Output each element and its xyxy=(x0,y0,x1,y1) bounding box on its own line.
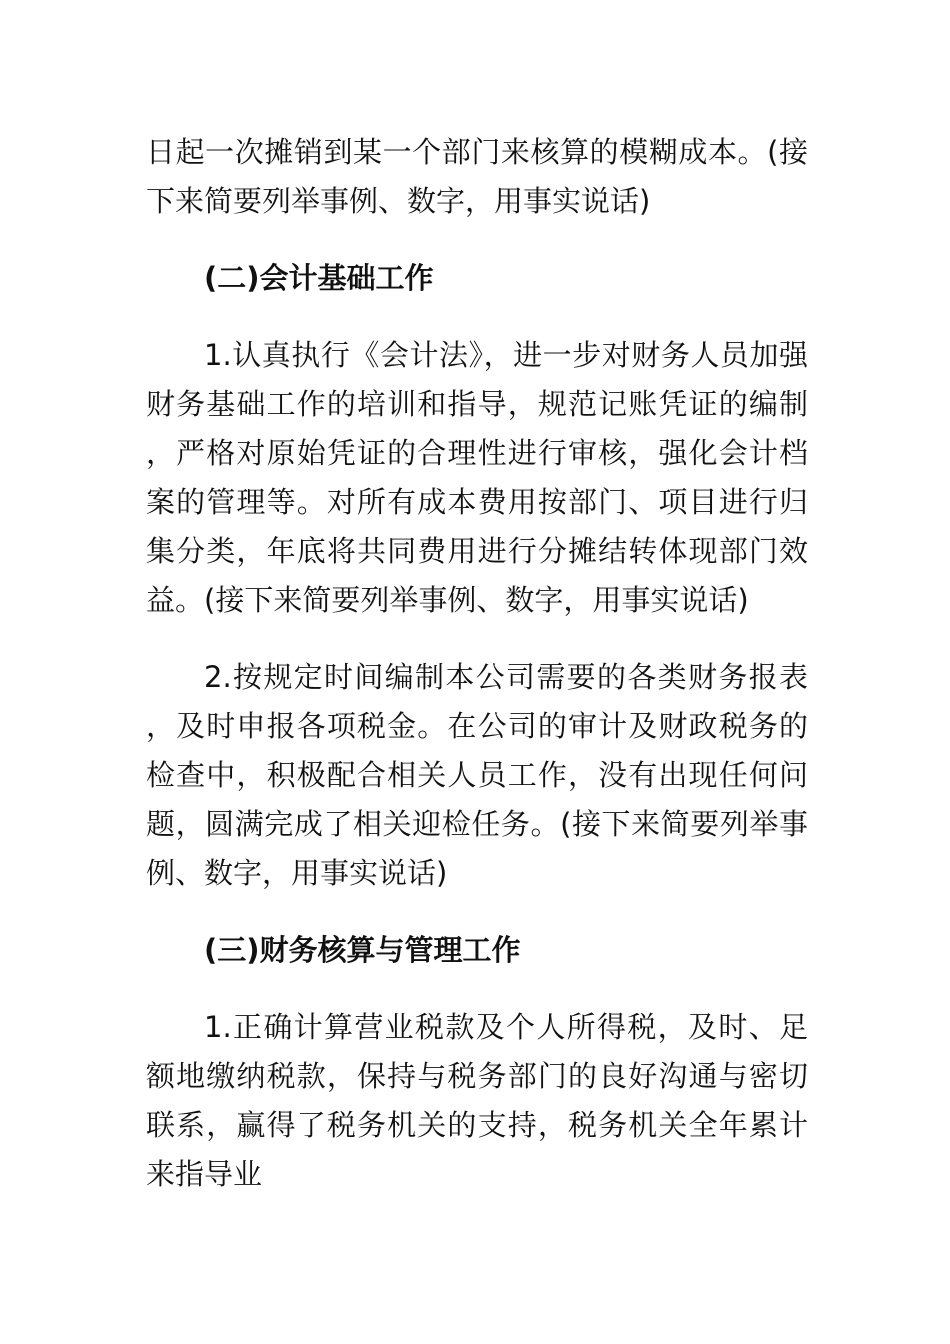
spacer xyxy=(146,303,808,331)
paragraph-accounting-law: 1.认真执行《会计法》，进一步对财务人员加强财务基础工作的培训和指导，规范记账凭证的编制，严格对原始凭证的合理性进行审核，强化会计档案的管理等。对所有成本费用按部门、项目进行归集分类，年底将共同费用进行分摊结转体现部门效益。(接下来简要列举事例、数字，用事实说话) xyxy=(146,338,808,617)
paragraph-continuation: 日起一次摊销到某一个部门来核算的模糊成本。(接下来简要列举事例、数字，用事实说话) xyxy=(146,135,808,218)
paragraph-financial-reports: 2.按规定时间编制本公司需要的各类财务报表，及时申报各项税金。在公司的审计及财政税务的检查中，积极配合相关人员工作，没有出现任何问题，圆满完成了相关迎检任务。(接下来简要列举事例、数字，用事实说话) xyxy=(146,660,808,890)
section-heading-financial-accounting: (三)财务核算与管理工作 xyxy=(204,933,521,967)
paragraph-tax-calculation: 1.正确计算营业税款及个人所得税，及时、足额地缴纳税款，保持与税务部门的良好沟通与密切联系，赢得了税务机关的支持，税务机关全年累计来指导业 xyxy=(146,1010,808,1191)
spacer xyxy=(146,625,808,653)
document-page xyxy=(146,128,808,1199)
section-heading-accounting-basics: (二)会计基础工作 xyxy=(204,261,434,295)
spacer xyxy=(146,226,808,254)
spacer xyxy=(146,898,808,926)
spacer xyxy=(146,975,808,1003)
